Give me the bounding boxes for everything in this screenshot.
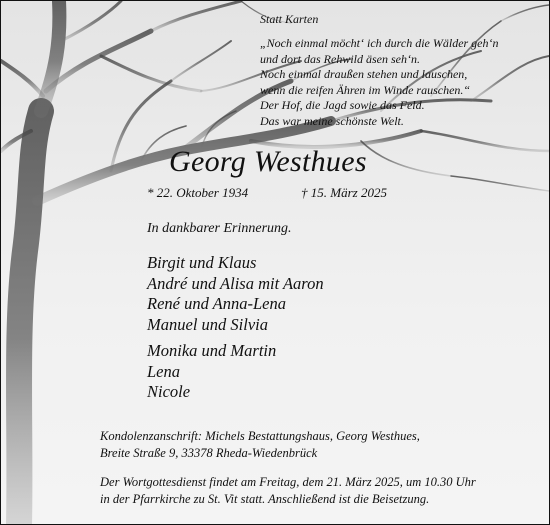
- condolence-address: [100, 428, 420, 461]
- poem-line: Noch einmal draußen stehen und lauschen,: [260, 67, 468, 81]
- mourners-group-1: [147, 253, 324, 335]
- poem-line: „Noch einmal möcht‘ ich durch die Wälder geh‘n: [260, 36, 499, 50]
- poem-heading: Statt Karten: [260, 12, 319, 26]
- birth-date: * 22. Oktober 1934: [147, 185, 249, 200]
- service-line: Der Wortgottesdienst findet am Freitag, dem 21. März 2025, um 10.30 Uhr: [100, 475, 476, 489]
- poem-line: wenn die reifen Ähren im Winde rauschen.“: [260, 82, 471, 97]
- deceased-name: Georg Westhues: [169, 145, 367, 178]
- poem-line: Der Hof, die Jagd sowie das Feld.: [260, 98, 425, 112]
- poem-line: Das war meine schönste Welt.: [260, 113, 404, 128]
- mourner-entry: René und Anna-Lena: [147, 294, 287, 313]
- mourner-entry: Birgit und Klaus: [147, 253, 257, 272]
- service-info: [100, 474, 476, 507]
- mourner-entry: Lena: [147, 361, 180, 381]
- address-line: Kondolenzanschrift: Michels Bestattungshaus, Georg Westhues,: [100, 429, 420, 443]
- mourner-entry: Manuel und Silvia: [147, 314, 268, 334]
- mourner-entry: André und Alisa mit Aaron: [147, 273, 324, 293]
- mourner-entry: Nicole: [147, 382, 191, 401]
- memorial-phrase: In dankbarer Erinnerung.: [147, 221, 292, 236]
- poem-verse: [260, 36, 499, 129]
- address-line: Breite Straße 9, 33378 Rheda-Wiedenbrück: [100, 445, 318, 460]
- service-line: in der Pfarrkirche zu St. Vit statt. Anschließend ist die Beisetzung.: [100, 491, 430, 506]
- death-date: † 15. März 2025: [301, 185, 387, 200]
- mourners-group-2: [147, 341, 276, 403]
- poem-line: und dort das Rehwild äsen seh‘n.: [260, 51, 420, 66]
- mourner-entry: Monika und Martin: [147, 341, 277, 360]
